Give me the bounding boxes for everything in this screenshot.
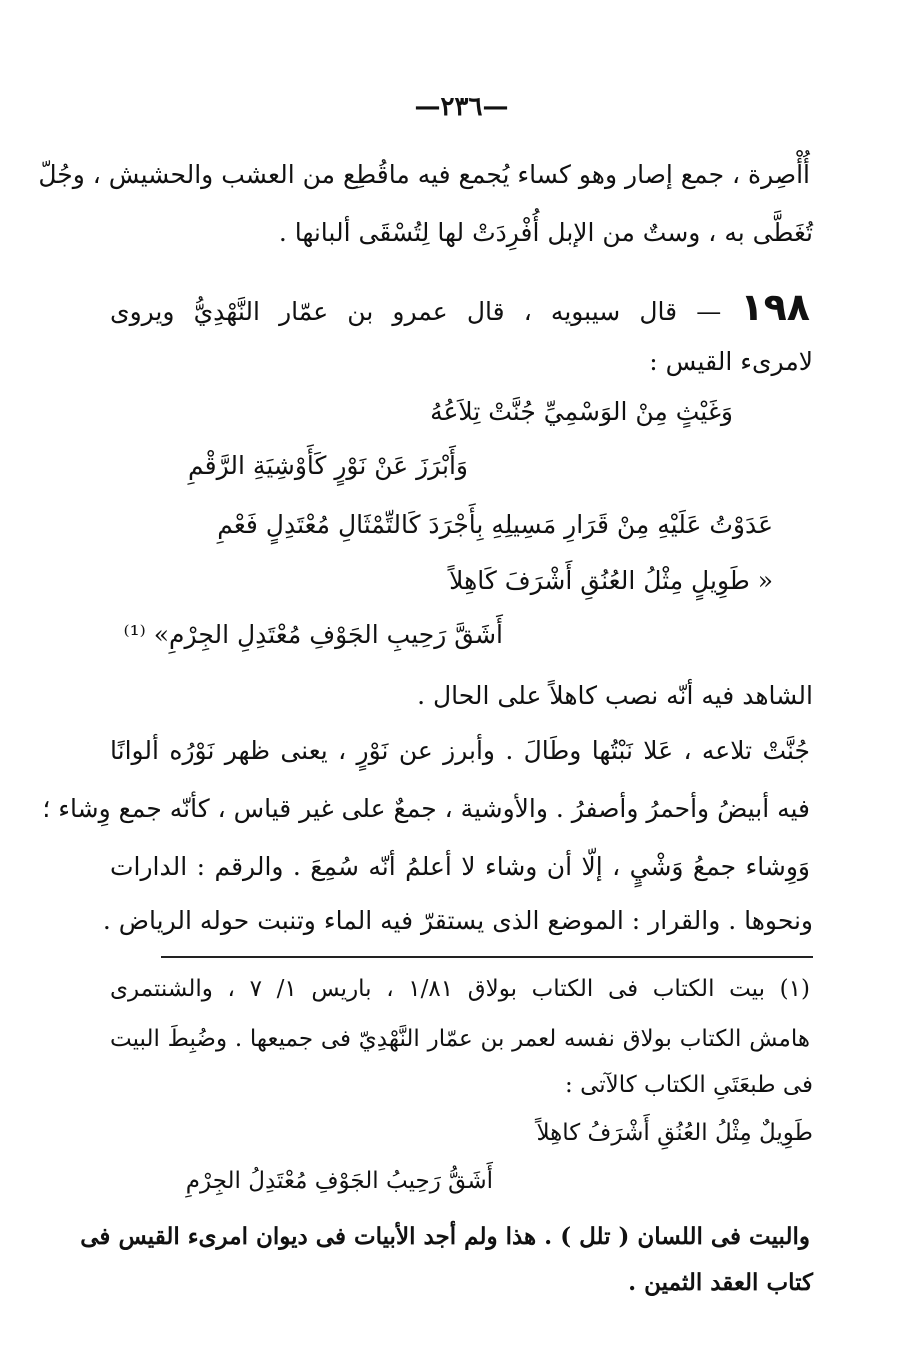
verse-2: وَأَبْرَزَ عَنْ نَوْرٍ كَأَوْشِيَةِ الرَّقْمِ <box>188 451 468 480</box>
footnote-verse-1: طَوِيلٌ مِثْلُ العُنُقِ أَشْرَفُ كاهِلاً <box>536 1120 813 1146</box>
verse-1: وَغَيْثٍ مِنْ الوَسْمِيِّ جُنَّتْ تِلاَعُهُ <box>430 397 733 426</box>
footnote-line-1: (١) بيت الكتاب فى الكتاب بولاق ١/٨١ ، باريس ١/ ٧ ، والشنتمرى <box>110 976 810 1002</box>
section-heading-line-2: لامرىء القيس : <box>649 347 813 376</box>
footnote-verse-2: أَشَقُّ رَحِيبُ الجَوْفِ مُعْتَدِلُ الجِرْمِ <box>185 1168 493 1194</box>
explanation-line-4: ونحوها . والقرار : الموضع الذى يستقرّ فيه الماء وتنبت حوله الرياض . <box>102 906 813 935</box>
footnote-closing-line-2: كتاب العقد الثمين . <box>628 1269 813 1296</box>
page-number: —٢٣٦— <box>414 92 509 122</box>
intro-line-2: تُغَطَّى به ، وستٌ من الإبل أُفْرِدَتْ لها لِتُسْقَى ألبانها . <box>278 218 813 247</box>
section-heading-text: — قال سيبويه ، قال عمرو بن عمّار النَّهْدِيُّ ويروى <box>110 297 722 326</box>
footnote-line-3: فى طبعَتَىِ الكتاب كالآتى : <box>565 1072 813 1098</box>
section-number: ١٩٨ <box>740 285 811 329</box>
explanation-line-3: وَوِشاء جمعُ وَشْيٍ ، إلّا أن وشاء لا أعلمُ أنّه سُمِعَ . والرقم : الدارات <box>110 852 810 881</box>
verse-4: « طَوِيلٍ مِثْلُ العُنُقِ أَشْرَفَ كَاهِلاً <box>449 566 773 595</box>
explanation-line-1: جُنَّتْ تلاعه ، عَلا نَبْتُها وطَالَ . وأبرز عن نَوْرٍ ، يعنى ظهر نَوْرُه ألوانًا <box>110 736 810 765</box>
verse-5: أَشَقَّ رَحِيبِ الجَوْفِ مُعْتَدِلِ الجِرْمِ» ⁽¹⁾ <box>123 620 503 649</box>
footnote-closing-line-1: والبيت فى اللسان ( تلل ) . هذا ولم أجد الأبيات فى ديوان امرىء القيس فى <box>80 1223 810 1250</box>
intro-line-1: أُأْصِرة ، جمع إصار وهو كساء يُجمع فيه ماقُطِع من العشب والحشيش ، وجُلّ <box>38 160 810 189</box>
footnote-separator <box>161 956 813 958</box>
section-heading <box>110 285 811 329</box>
shahid-line: الشاهد فيه أنّه نصب كاهلاً على الحال . <box>417 681 813 710</box>
explanation-line-2: فيه أبيضُ وأحمرُ وأصفرُ . والأوشية ، جمعٌ على غير قياس ، كأنّه جمع وِشاء ؛ <box>42 794 810 823</box>
footnote-line-2: هامش الكتاب بولاق نفسه لعمر بن عمّار النَّهْدِيّ فى جميعها . وضُبِطَ البيت <box>110 1026 810 1052</box>
verse-3: عَدَوْتُ عَلَيْهِ مِنْ قَرَارِ مَسِيلِهِ بِأَجْرَدَ كَالتِّمْثَالِ مُعْتَدِلٍ فَعْمِ <box>217 510 773 539</box>
